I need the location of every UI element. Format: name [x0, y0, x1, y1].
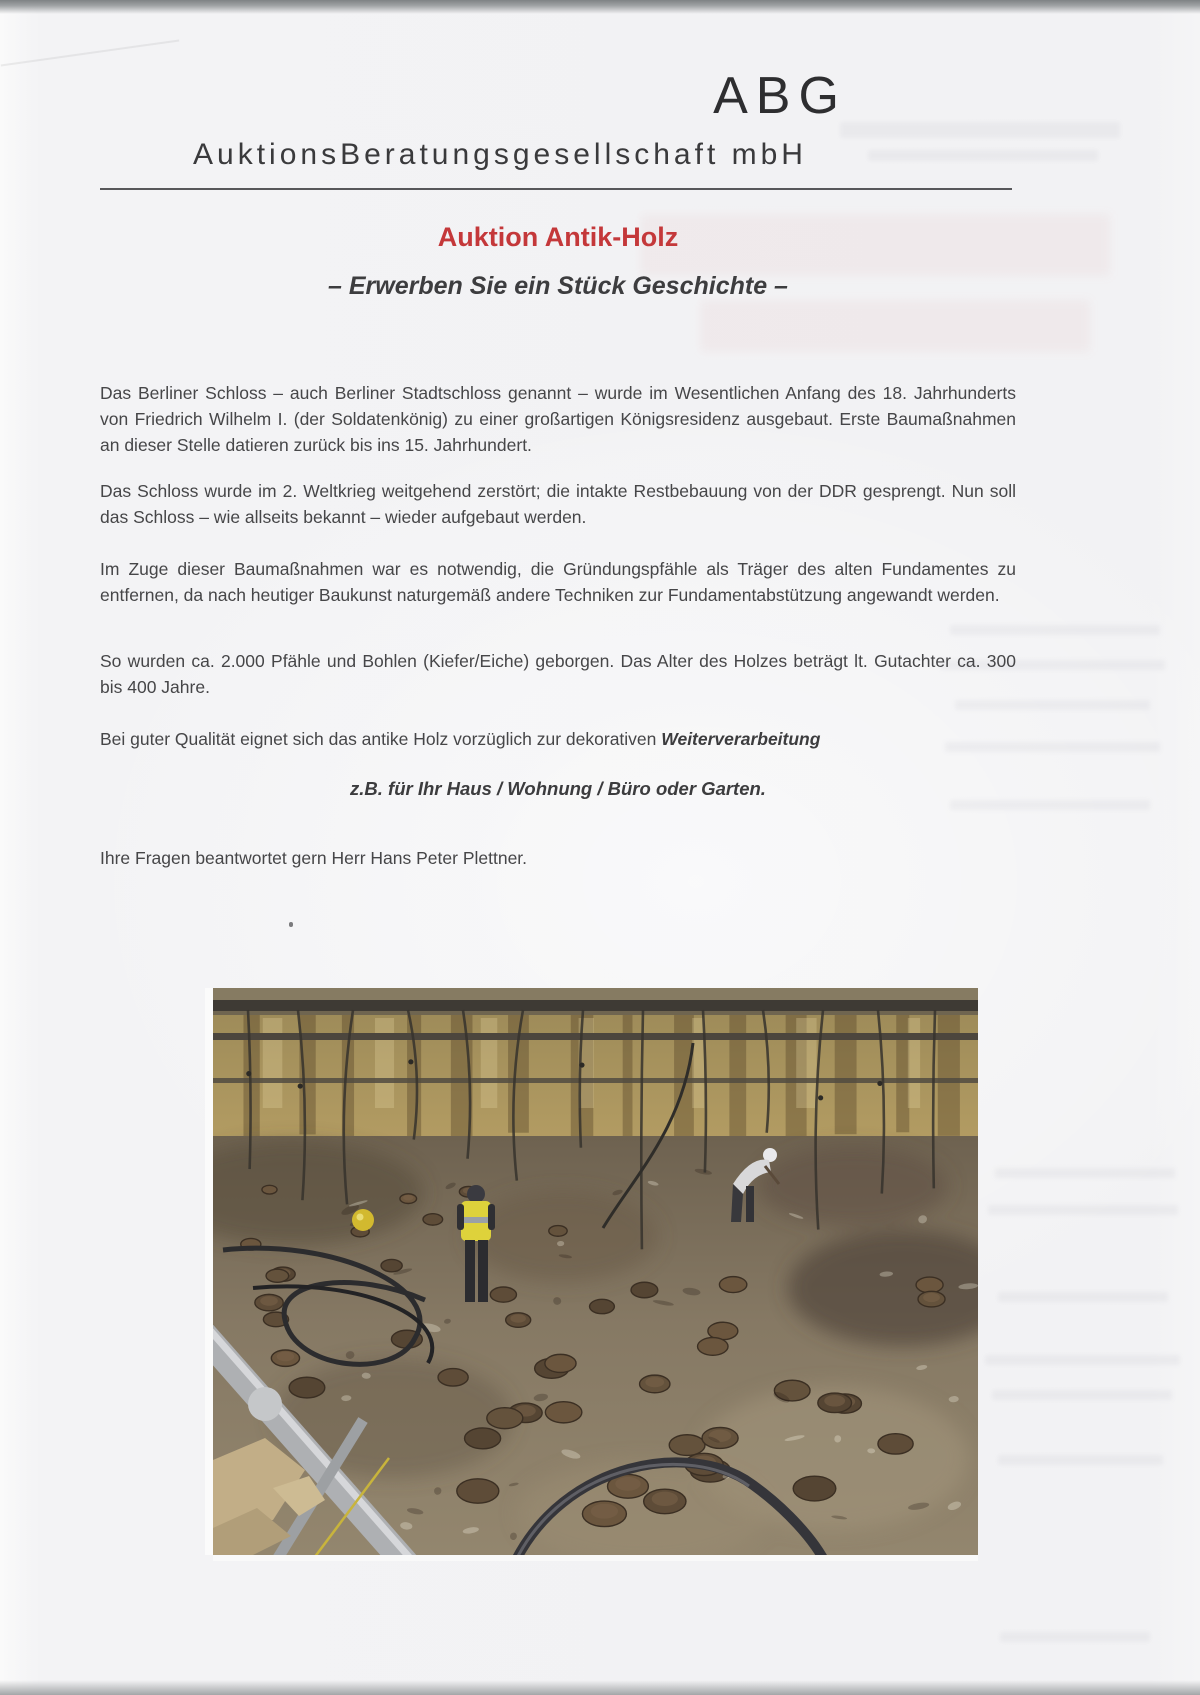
showthrough-artifact — [988, 1205, 1178, 1215]
yellow-ball — [352, 1209, 374, 1231]
cable-tray-line — [213, 1078, 978, 1083]
abg-logo: ABG — [713, 67, 847, 125]
yellow-ball-highlight — [357, 1214, 364, 1221]
auction-subtitle: – Erwerben Sie ein Stück Geschichte – — [328, 272, 788, 300]
top-pipe — [213, 1000, 978, 1011]
paragraph-wood-age: So wurden ca. 2.000 Pfähle und Bohlen (Kiefer/Eiche) geborgen. Das Alter des Holzes beträgt lt. Gutachter ca. 300 bis 400 Jahre. — [100, 651, 1016, 697]
scan-top-edge — [0, 0, 1200, 14]
showthrough-artifact — [950, 625, 1160, 635]
paper-crease — [1, 39, 180, 66]
second-pipe — [213, 1033, 978, 1040]
showthrough-artifact — [950, 800, 1150, 810]
paragraph-quality-text: Bei guter Qualität eignet sich das antike Holz vorzüglich zur dekorativen — [100, 729, 662, 749]
header-rule — [100, 188, 1012, 190]
paragraph-foundation-piles: Im Zuge dieser Baumaßnahmen war es notwendig, die Gründungspfähle als Träger des alten Fundamentes zu entfernen, da nach heutiger Baukunst naturgemäß andere Techniken zur Fundamentabstützung angewandt werden. — [100, 559, 1016, 605]
highlight-term: Weiterverarbeitung — [661, 729, 821, 749]
top-plank — [213, 988, 978, 1000]
showthrough-artifact — [1000, 1632, 1150, 1642]
contact-line: Ihre Fragen beantwortet gern Herr Hans Peter Plettner. — [100, 848, 528, 868]
showthrough-artifact — [992, 1390, 1172, 1400]
showthrough-artifact — [955, 700, 1150, 710]
paragraph-history: Das Berliner Schloss – auch Berliner Stadtschloss genannt – wurde im Wesentlichen Anfang des 18. Jahrhunderts von Friedrich Wilhelm I. (der Soldatenkönig) zu einer großartigen Königsresidenz ausgebaut. Erste Baumaßnahmen an dieser Stelle datieren zurück bis ins 15. Jahrhundert. — [100, 383, 1016, 455]
showthrough-artifact — [998, 1292, 1168, 1302]
showthrough-artifact — [700, 300, 1090, 352]
scan-speck — [289, 922, 293, 927]
showthrough-artifact — [868, 150, 1098, 161]
paragraph-war-destruction: Das Schloss wurde im 2. Weltkrieg weitgehend zerstört; die intakte Restbebauung von der DDR gesprengt. Nun soll das Schloss – wie allseits bekannt – wieder aufgebaut werden. — [100, 481, 1016, 527]
scan-bottom-edge — [0, 1680, 1200, 1695]
showthrough-artifact — [985, 1355, 1180, 1365]
paragraph-quality — [100, 726, 1016, 752]
showthrough-artifact — [998, 1455, 1163, 1465]
site-photo — [213, 988, 978, 1555]
excavation-scene — [213, 988, 978, 1555]
top-rail — [213, 1011, 978, 1015]
showthrough-artifact — [995, 1168, 1175, 1178]
showthrough-artifact — [840, 122, 1120, 138]
auction-title: Auktion Antik-Holz — [437, 222, 679, 252]
usage-example-line: z.B. für Ihr Haus / Wohnung / Büro oder Garten. — [350, 778, 766, 799]
company-name: AuktionsBeratungsgesellschaft mbH — [193, 138, 807, 171]
